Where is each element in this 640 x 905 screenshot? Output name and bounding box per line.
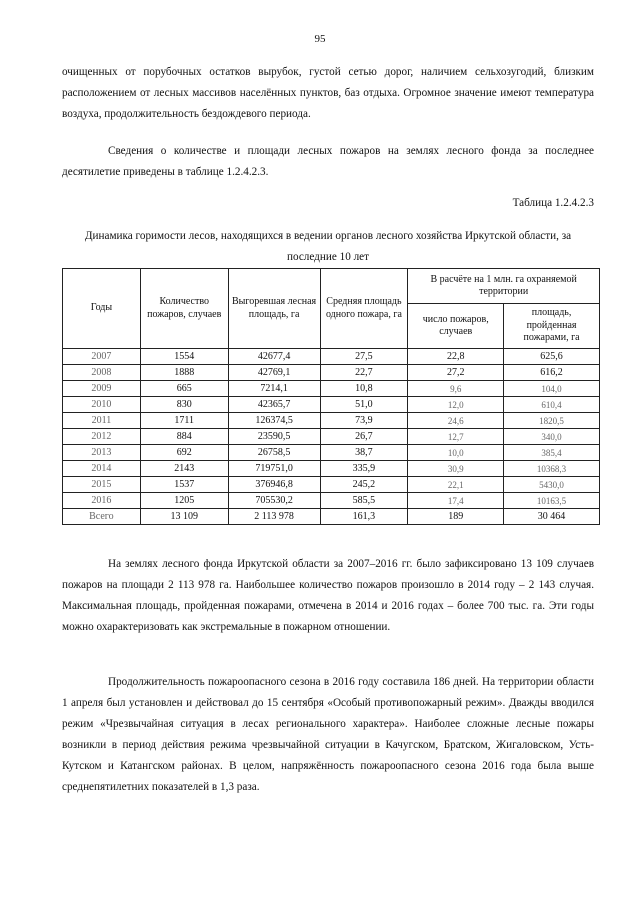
cell-total-avg: 161,3 (320, 509, 408, 525)
header-area-per-million: площадь, пройденная пожарами, га (504, 304, 600, 349)
cell-count-per-million: 12,0 (408, 397, 504, 413)
cell-count-per-million: 22,8 (408, 349, 504, 365)
cell-burned: 26758,5 (228, 445, 320, 461)
cell-year: 2011 (63, 413, 141, 429)
header-burned-area: Выгоревшая лесная площадь, га (228, 269, 320, 349)
header-year: Годы (63, 269, 141, 349)
cell-count-per-million: 27,2 (408, 365, 504, 381)
cell-burned: 126374,5 (228, 413, 320, 429)
cell-avg: 585,5 (320, 493, 408, 509)
cell-fires: 665 (140, 381, 228, 397)
cell-avg: 335,9 (320, 461, 408, 477)
cell-year: 2016 (63, 493, 141, 509)
cell-burned: 42677,4 (228, 349, 320, 365)
cell-area-per-million: 5430,0 (504, 477, 600, 493)
cell-area-per-million: 104,0 (504, 381, 600, 397)
cell-avg: 245,2 (320, 477, 408, 493)
table-row (63, 493, 600, 509)
table-row (63, 349, 600, 365)
cell-burned: 42769,1 (228, 365, 320, 381)
header-count-per-million: число пожаров, случаев (408, 304, 504, 349)
cell-avg: 73,9 (320, 413, 408, 429)
paragraph-4: Продолжительность пожароопасного сезона в 2016 году составила 186 дней. На территории области 1 апреля был установлен и действовал до 15 сентября «Особый противопожарный режим». Дважды вводился режим «Чрезвычайная ситуация в лесах регионального характера». Наиболее сложные лесные пожары возникли в период действия режима чрезвычайной ситуации в Качугском, Братском, Жигаловском, Усть-Кутском и Катангском районах. В целом, напряжённость пожароопасного сезона 2016 года была выше среднепятилетних показателей в 1,3 раза. (62, 676, 594, 793)
cell-year: 2008 (63, 365, 141, 381)
fire-statistics-table (62, 268, 600, 525)
table-row (63, 381, 600, 397)
cell-avg: 22,7 (320, 365, 408, 381)
paragraph-1: очищенных от порубочных остатков вырубок, густой сетью дорог, наличием сельхозугодий, близким расположением от лесных массивов населённых пунктов, баз отдыха. Огромное значение имеют температура воздуха, продолжительность бездождевого периода. (62, 66, 594, 120)
paragraph-2: Сведения о количестве и площади лесных пожаров на землях лесного фонда за последнее десятилетие приведены в таблице 1.2.4.2.3. (62, 145, 594, 178)
cell-fires: 884 (140, 429, 228, 445)
cell-burned: 376946,8 (228, 477, 320, 493)
cell-avg: 51,0 (320, 397, 408, 413)
cell-count-per-million: 24,6 (408, 413, 504, 429)
table-number: Таблица 1.2.4.2.3 (512, 197, 594, 209)
table-title: Динамика горимости лесов, находящихся в ведении органов лесного хозяйства Иркутской области, за последние 10 лет (84, 230, 572, 263)
cell-burned: 7214,1 (228, 381, 320, 397)
cell-avg: 10,8 (320, 381, 408, 397)
cell-year: 2013 (63, 445, 141, 461)
cell-area-per-million: 385,4 (504, 445, 600, 461)
cell-area-per-million: 10163,5 (504, 493, 600, 509)
table-row (63, 477, 600, 493)
paragraph-3: На землях лесного фонда Иркутской области за 2007–2016 гг. было зафиксировано 13 109 случаев пожаров на площади 2 113 978 га. Наибольшее количество пожаров произошло в 2014 году – 2 143 случая. Максимальная площадь, пройденная пожарами, отмечена в 2014 и 2016 годах – более 700 тыс. га. Эти годы можно охарактеризовать как экстремальные в пожарном отношении. (62, 558, 594, 633)
cell-count-per-million: 17,4 (408, 493, 504, 509)
table-row (63, 429, 600, 445)
table-row (63, 461, 600, 477)
cell-area-per-million: 340,0 (504, 429, 600, 445)
table-row (63, 365, 600, 381)
cell-area-per-million: 625,6 (504, 349, 600, 365)
cell-avg: 27,5 (320, 349, 408, 365)
cell-fires: 1554 (140, 349, 228, 365)
cell-burned: 42365,7 (228, 397, 320, 413)
cell-year: 2012 (63, 429, 141, 445)
cell-year: 2015 (63, 477, 141, 493)
cell-fires: 1537 (140, 477, 228, 493)
cell-burned: 719751,0 (228, 461, 320, 477)
cell-count-per-million: 30,9 (408, 461, 504, 477)
cell-area-per-million: 1820,5 (504, 413, 600, 429)
cell-count-per-million: 12,7 (408, 429, 504, 445)
cell-area-per-million: 610,4 (504, 397, 600, 413)
cell-total-fires: 13 109 (140, 509, 228, 525)
table-row (63, 413, 600, 429)
table-total-row (63, 509, 600, 525)
cell-fires: 2143 (140, 461, 228, 477)
cell-avg: 26,7 (320, 429, 408, 445)
cell-year: 2014 (63, 461, 141, 477)
cell-fires: 1711 (140, 413, 228, 429)
header-average-area: Средняя площадь одного пожара, га (320, 269, 408, 349)
cell-count-per-million: 9,6 (408, 381, 504, 397)
cell-total-count-per-million: 189 (408, 509, 504, 525)
page-number: 95 (314, 33, 326, 45)
cell-burned: 705530,2 (228, 493, 320, 509)
cell-fires: 830 (140, 397, 228, 413)
cell-year: 2007 (63, 349, 141, 365)
cell-count-per-million: 10,0 (408, 445, 504, 461)
header-per-million: В расчёте на 1 млн. га охраняемой территории (408, 269, 600, 304)
cell-year: 2010 (63, 397, 141, 413)
cell-total-burned: 2 113 978 (228, 509, 320, 525)
cell-area-per-million: 616,2 (504, 365, 600, 381)
cell-area-per-million: 10368,3 (504, 461, 600, 477)
table-row (63, 397, 600, 413)
table-row (63, 445, 600, 461)
cell-total-label: Всего (63, 509, 141, 525)
cell-count-per-million: 22,1 (408, 477, 504, 493)
cell-fires: 1205 (140, 493, 228, 509)
cell-avg: 38,7 (320, 445, 408, 461)
cell-fires: 1888 (140, 365, 228, 381)
cell-burned: 23590,5 (228, 429, 320, 445)
header-fires: Количество пожаров, случаев (140, 269, 228, 349)
cell-year: 2009 (63, 381, 141, 397)
cell-total-area-per-million: 30 464 (504, 509, 600, 525)
cell-fires: 692 (140, 445, 228, 461)
